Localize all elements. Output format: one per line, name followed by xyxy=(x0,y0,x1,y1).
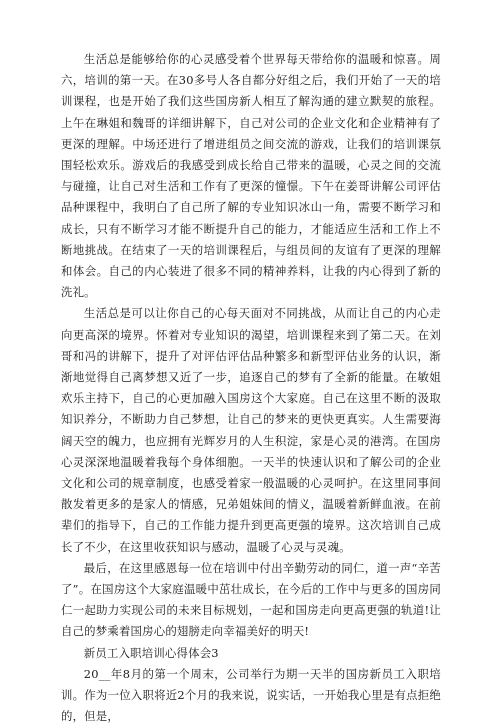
paragraph-section-intro: 20__年8月的第一个周末，公司举行为期一天半的国房新员工入职培训。作为一位入职将近2个月的我来说，说实话，一开始我心里是有点拒绝的，但是， xyxy=(61,666,441,724)
paragraph-training-day-one: 生活总是能够给你的心灵感受着个世界每天带给你的温暖和惊喜。周六，培训的第一天。在30多号人各自都分好组之后，我们开始了一天的培训课程，也是开始了我们这些国房新人相互了解沟通的建立默契的旅程。上午在琳姐和魏哥的详细讲解下，自己对公司的企业文化和企业精神有了更深的理解。中场还进行了增进组员之间交流的游戏，让我们的培训课氛围轻松欢乐。游戏后的我感受到成长给自己带来的温暖，心灵之间的交流与碰撞，让自己对生活和工作有了更深的憧憬。下午在姜哥讲解公司评估品种课程中，我明白了自己所了解的专业知识冰山一角，需要不断学习和成长，只有不断学习才能不断提升自己的能力，才能适应生活和工作上不断地挑战。在结束了一天的培训课程后，与组员间的友谊有了更深的理解和体会。自己的内心装进了很多不同的精神养料，让我的内心得到了新的洗礼。 xyxy=(61,52,441,300)
paragraph-training-day-two: 生活总是可以让你自己的心每天面对不同挑战，从而让自己的内心走向更高深的境界。怀着对专业知识的渴望，培训课程来到了第二天。在刘哥和冯的讲解下，提升了对评估评估品种繁多和新型评估业务的认识，渐渐地觉得自己离梦想又近了一步，追逐自己的梦有了全新的能量。在敏姐欢乐主持下，自己的心更加融入国房这个大家庭。自己在这里不断的汲取知识养分，不断助力自己梦想，让自己的梦来的更快更真实。人生需要海阔天空的魄力，也应拥有光辉岁月的人生积淀，家是心灵的港湾。在国房心灵深深地温暖着我每个身体细胞。一天半的快速认识和了解公司的企业文化和公司的规章制度，也感受着家一般温暖的心灵呵护。在这里同事间散发着更多的是家人的情感，兄弟姐妹间的情义，温暖着新鲜血液。在前辈们的指导下，自己的工作能力提升到更高更强的境界。这次培训自己成长了不少，在这里收获知识与感动，温暖了心灵与灵魂。 xyxy=(61,306,441,554)
section-heading: 新员工入职培训心得体会3 xyxy=(83,645,219,660)
paragraph-closing-thanks: 最后，在这里感恩每一位在培训中付出辛勤劳动的同仁，道一声“辛苦了”。在国房这个大家庭温暖中茁壮成长，在今后的工作中与更多的国房同仁一起助力实现公司的未来目标规划，一起和国房走向更高更强的轨道!让自己的梦乘着国房心的翅膀走向幸福美好的明天! xyxy=(61,560,441,639)
